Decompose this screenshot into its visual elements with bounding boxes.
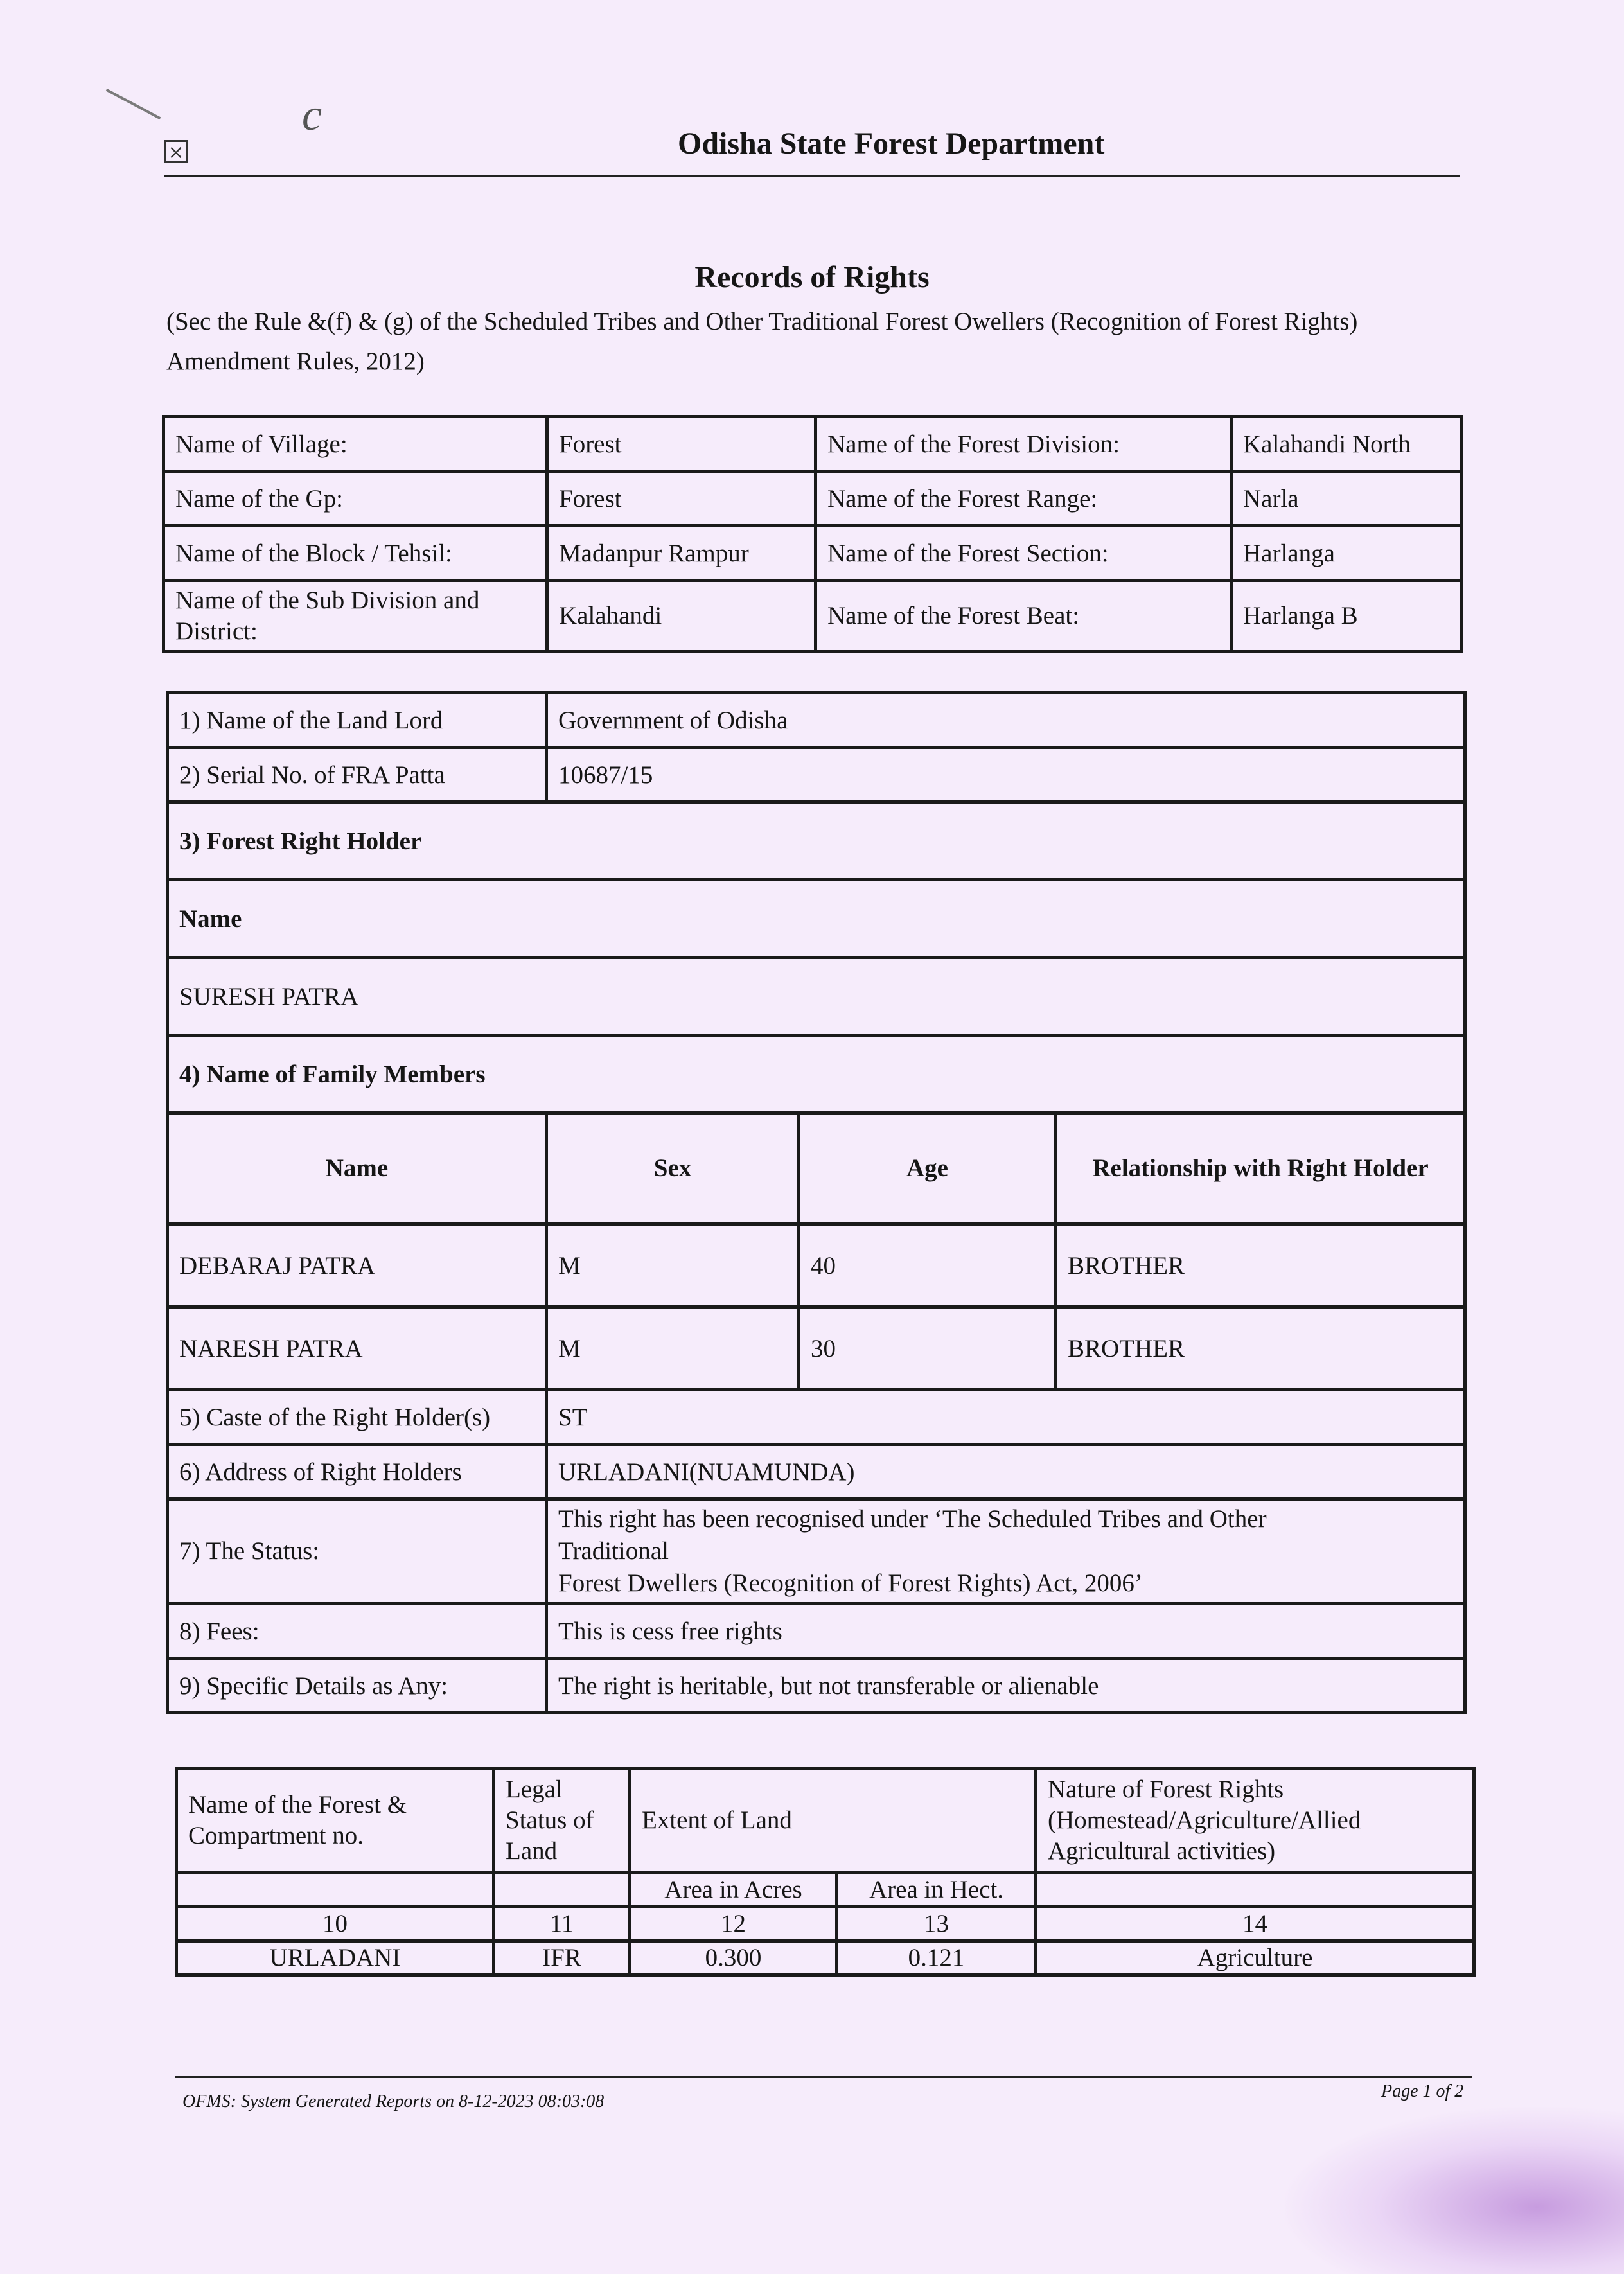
col-number: 10: [177, 1907, 494, 1941]
name-heading: Name: [168, 880, 1465, 958]
address-value: URLADANI(NUAMUNDA): [547, 1445, 1465, 1499]
section-row: [168, 958, 1465, 1036]
header-divider: [164, 175, 1460, 177]
family-member-sex: M: [547, 1224, 799, 1307]
family-member-age: 40: [799, 1224, 1056, 1307]
record-row: [168, 693, 1465, 748]
status-line: Traditional: [558, 1537, 669, 1565]
record-row: [168, 1659, 1465, 1713]
land-header-row: [177, 1768, 1474, 1873]
caste-value: ST: [547, 1390, 1465, 1445]
col-nature-of-rights: Nature of Forest Rights (Homestead/Agriculture/Allied Agricultural activities): [1036, 1768, 1474, 1873]
land-details-table: [175, 1767, 1476, 1977]
family-member-age: 30: [799, 1307, 1056, 1390]
record-row: [168, 748, 1465, 802]
forest-division-value: Kalahandi North: [1231, 417, 1461, 472]
family-member-relation: BROTHER: [1056, 1307, 1465, 1390]
record-row: [168, 1499, 1465, 1604]
rights-record-table: [166, 691, 1467, 1714]
col-legal-status: Legal Status of Land: [494, 1768, 630, 1873]
address-label: 6) Address of Right Holders: [168, 1445, 547, 1499]
ink-stamp-smudge: [1285, 2107, 1624, 2274]
specific-details-value: The right is heritable, but not transferable or alienable: [547, 1659, 1465, 1713]
record-row: [168, 1445, 1465, 1499]
status-value: [547, 1499, 1465, 1604]
col-area-hect: Area in Hect.: [837, 1873, 1036, 1907]
forest-range-value: Narla: [1231, 472, 1461, 526]
col-number: 11: [494, 1907, 630, 1941]
table-row: [168, 1224, 1465, 1307]
serial-label: 2) Serial No. of FRA Patta: [168, 748, 547, 802]
caste-label: 5) Caste of the Right Holder(s): [168, 1390, 547, 1445]
forest-range-label: Name of the Forest Range:: [816, 472, 1231, 526]
forest-division-label: Name of the Forest Division:: [816, 417, 1231, 472]
family-header-row: [168, 1113, 1465, 1224]
forest-beat-value: Harlanga B: [1231, 581, 1461, 652]
handwritten-mark: c: [302, 91, 322, 140]
nature-value: Agriculture: [1036, 1941, 1474, 1975]
col-extent-of-land: Extent of Land: [630, 1768, 1036, 1873]
specific-details-label: 9) Specific Details as Any:: [168, 1659, 547, 1713]
footer-divider: [175, 2076, 1472, 2078]
forest-section-label: Name of the Forest Section:: [816, 526, 1231, 581]
generated-report-note: OFMS: System Generated Reports on 8-12-2023 08:03:08: [182, 2092, 605, 2111]
location-row: [164, 526, 1461, 581]
location-row: [164, 472, 1461, 526]
holder-name: SURESH PATRA: [168, 958, 1465, 1036]
area-acres-value: 0.300: [630, 1941, 837, 1975]
land-lord-label: 1) Name of the Land Lord: [168, 693, 547, 748]
location-row: [164, 581, 1461, 652]
blank-cell: [177, 1873, 494, 1907]
family-heading: 4) Name of Family Members: [168, 1036, 1465, 1113]
record-row: [168, 1604, 1465, 1659]
gp-label: Name of the Gp:: [164, 472, 547, 526]
village-value: Forest: [547, 417, 816, 472]
holder-heading: 3) Forest Right Holder: [168, 802, 1465, 880]
department-logo: ×: [164, 140, 188, 163]
family-col-name: Name: [168, 1113, 547, 1224]
col-number: 12: [630, 1907, 837, 1941]
forest-name-value: URLADANI: [177, 1941, 494, 1975]
document-title: Records of Rights: [694, 260, 930, 294]
village-label: Name of Village:: [164, 417, 547, 472]
document-subtitle: (Sec the Rule &(f) & (g) of the Scheduled Tribes and Other Traditional Forest Owellers (Recognition of Forest Rights) Amendment Rules, 2012): [166, 308, 1358, 375]
status-line: This right has been recognised under ‘The Scheduled Tribes and Other: [558, 1505, 1267, 1533]
subdivision-label: Name of the Sub Division and District:: [164, 581, 547, 652]
section-row: [168, 880, 1465, 958]
table-row: [177, 1941, 1474, 1975]
col-area-acres: Area in Acres: [630, 1873, 837, 1907]
family-member-sex: M: [547, 1307, 799, 1390]
family-col-age: Age: [799, 1113, 1056, 1224]
fees-label: 8) Fees:: [168, 1604, 547, 1659]
record-row: [168, 1390, 1465, 1445]
land-number-row: [177, 1907, 1474, 1941]
blank-cell: [494, 1873, 630, 1907]
col-number: 14: [1036, 1907, 1474, 1941]
blank-cell: [1036, 1873, 1474, 1907]
location-table: [162, 415, 1463, 653]
status-line: Forest Dwellers (Recognition of Forest Rights) Act, 2006’: [558, 1569, 1143, 1597]
col-number: 13: [837, 1907, 1036, 1941]
forest-beat-label: Name of the Forest Beat:: [816, 581, 1231, 652]
table-row: [168, 1307, 1465, 1390]
legal-status-value: IFR: [494, 1941, 630, 1975]
family-member-relation: BROTHER: [1056, 1224, 1465, 1307]
family-col-relation: Relationship with Right Holder: [1056, 1113, 1465, 1224]
family-member-name: DEBARAJ PATRA: [168, 1224, 547, 1307]
family-col-sex: Sex: [547, 1113, 799, 1224]
serial-value: 10687/15: [547, 748, 1465, 802]
pen-stroke: [106, 89, 161, 119]
gp-value: Forest: [547, 472, 816, 526]
family-member-name: NARESH PATRA: [168, 1307, 547, 1390]
land-lord-value: Government of Odisha: [547, 693, 1465, 748]
block-value: Madanpur Rampur: [547, 526, 816, 581]
location-row: [164, 417, 1461, 472]
department-name: Odisha State Forest Department: [678, 127, 1105, 161]
forest-section-value: Harlanga: [1231, 526, 1461, 581]
status-label: 7) The Status:: [168, 1499, 547, 1604]
area-hect-value: 0.121: [837, 1941, 1036, 1975]
subdivision-value: Kalahandi: [547, 581, 816, 652]
page-number: Page 1 of 2: [1381, 2081, 1464, 2101]
block-label: Name of the Block / Tehsil:: [164, 526, 547, 581]
section-row: [168, 802, 1465, 880]
fees-value: This is cess free rights: [547, 1604, 1465, 1659]
land-subheader-row: [177, 1873, 1474, 1907]
col-forest-compartment: Name of the Forest & Compartment no.: [177, 1768, 494, 1873]
section-row: [168, 1036, 1465, 1113]
